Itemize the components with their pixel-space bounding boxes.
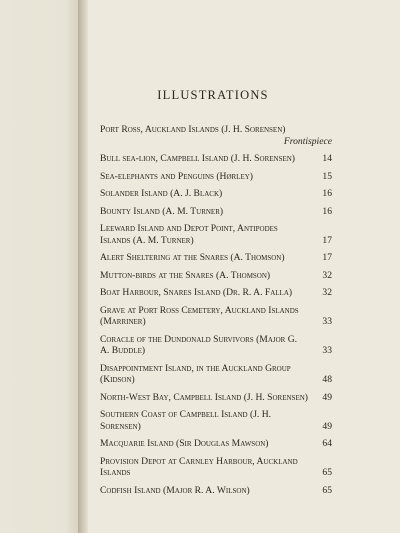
caption: Leeward Island and Depot Point, Antipodes Islands (A. M. Turner) [100, 223, 278, 246]
caption: Boat Harbour, Snares Island (Dr. R. A. Falla) [100, 287, 293, 298]
page-number: 17 [322, 234, 332, 246]
page-number: 16 [322, 205, 332, 217]
list-item [100, 188, 332, 200]
caption: Coracle of the Dundonald Survivors (Major G. A. Buddle) [100, 333, 298, 356]
caption: North-West Bay, Campbell Island (J. H. Sorensen) [100, 391, 308, 403]
page-number: 14 [322, 153, 332, 164]
page-number: 15 [322, 170, 332, 182]
list-item [100, 252, 332, 264]
illustrations-list [100, 124, 332, 502]
book-gutter [78, 0, 88, 533]
page-number: 48 [322, 374, 332, 385]
page-number: 33 [322, 316, 332, 327]
caption: Bounty Island (A. M. Turner) [100, 205, 224, 217]
left-page [0, 0, 78, 533]
page-title: ILLUSTRATIONS [157, 88, 269, 102]
list-item [100, 456, 332, 479]
list-item [100, 305, 332, 328]
page-number: 32 [322, 269, 332, 281]
caption: Solander Island (A. J. Black) [100, 188, 223, 199]
page-number: 49 [322, 391, 332, 403]
list-item [100, 363, 332, 386]
page-number: 64 [322, 438, 332, 449]
caption: Codfish Island (Major R. A. Wilson) [100, 484, 250, 496]
list-item [100, 171, 332, 183]
page-number: 16 [322, 188, 332, 199]
list-item [100, 485, 332, 497]
page-number: 33 [322, 345, 332, 356]
caption: Bull sea-lion, Campbell Island (J. H. Sorensen) [100, 153, 295, 164]
caption: Mutton-birds at the Snares (A. Thomson) [100, 269, 271, 281]
list-item [100, 392, 332, 404]
caption: Sea-elephants and Penguins (Hørley) [100, 170, 253, 182]
caption: Disappointment Island, in the Auckland Group (Kidson) [100, 362, 291, 385]
list-item [100, 206, 332, 218]
list-item [100, 438, 332, 450]
page-number: 17 [322, 252, 332, 263]
page-number: 65 [322, 467, 332, 478]
list-item [100, 153, 332, 165]
page-number: 32 [322, 287, 332, 298]
list-item [100, 270, 332, 282]
caption: Port Ross, Auckland Islands (J. H. Sorensen) [100, 124, 286, 135]
list-item [100, 409, 332, 432]
caption: Provision Depot at Carnley Harbour, Auckland Islands [100, 455, 298, 478]
caption: Southern Coast of Campbell Island (J. H. Sorensen) [100, 409, 272, 432]
caption: Macquarie Island (Sir Douglas Mawson) [100, 438, 269, 449]
caption: Grave at Port Ross Cemetery, Auckland Islands (Marriner) [100, 304, 299, 327]
list-item [100, 334, 332, 357]
list-item [100, 287, 332, 299]
list-item [100, 124, 332, 147]
list-item [100, 223, 332, 246]
page-number: 49 [322, 420, 332, 432]
caption: Alert Sheltering at the Snares (A. Thomson) [100, 252, 285, 263]
page-number: 65 [322, 484, 332, 496]
page-number: Frontispiece [283, 135, 332, 147]
